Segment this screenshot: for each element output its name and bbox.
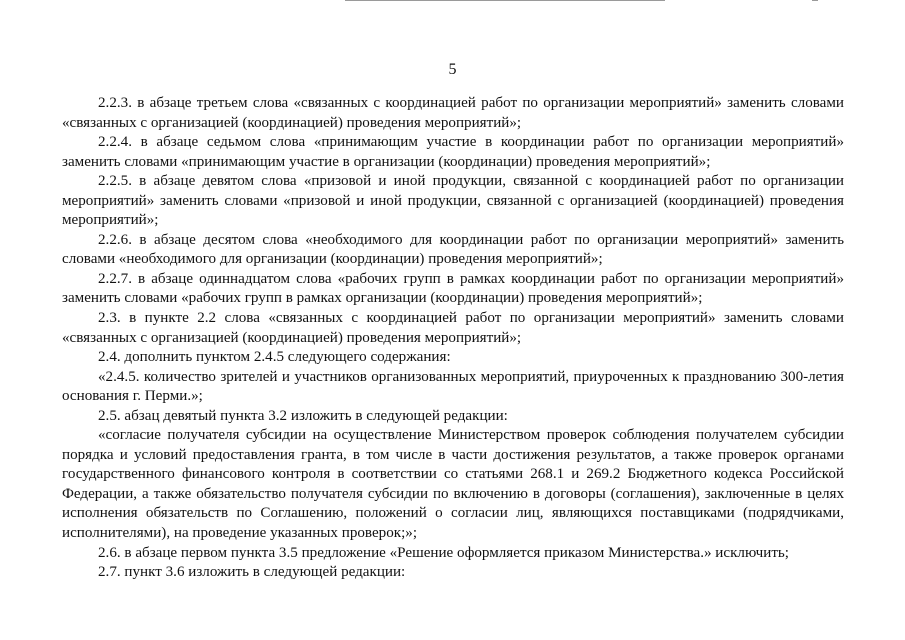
paragraph-2-2-7: 2.2.7. в абзаце одиннадцатом слова «рабочих групп в рамках координации работ по организации мероприятий» заменить словами «рабочих групп в рамках организации (координации) проведения мероприятий»; xyxy=(62,270,844,307)
paragraph-2-6: 2.6. в абзаце первом пункта 3.5 предложение «Решение оформляется приказом Министерства.» исключить; xyxy=(98,544,789,561)
scan-edge-line xyxy=(345,0,665,1)
paragraph-2-2-5: 2.2.5. в абзаце девятом слова «призовой и иной продукции, связанной с координацией работ по организации мероприятий» заменить словами «призовой и иной продукции, связанной с организацией (координацией) проведения мероприятий»; xyxy=(62,173,844,229)
paragraph-2-5: 2.5. абзац девятый пункта 3.2 изложить в следующей редакции: xyxy=(98,407,508,424)
paragraph-consent-quote: «согласие получателя субсидии на осуществление Министерством проверок соблюдения получателем субсидии порядка и условий предоставления гранта, в том числе в части достижения результатов, а также проверок органами государственного финансового контроля в соответствии со статьями 268.1 и 269.2 Бюджетного кодекса Российской Федерации, а также обязательство получателя субсидии по включению в договоры (соглашения), заключенные в целях исполнения обязательств по Соглашению, положений о согласии лиц, являющихся поставщиками (подрядчиками, исполнителями), на проведение указанных проверок;»; xyxy=(62,427,844,542)
paragraph-2-4: 2.4. дополнить пунктом 2.4.5 следующего содержания: xyxy=(98,349,451,366)
paragraph-2-4-5-quote: «2.4.5. количество зрителей и участников организованных мероприятий, приуроченных к празднованию 300-летия основания г. Перми.»; xyxy=(62,368,844,405)
paragraph-2-2-3: 2.2.3. в абзаце третьем слова «связанных с координацией работ по организации мероприятий» заменить словами «связанных с организацией (координацией) проведения мероприятий»; xyxy=(62,95,844,131)
page-number: 5 xyxy=(448,61,457,78)
paragraph-2-2-6: 2.2.6. в абзаце десятом слова «необходимого для координации работ по организации мероприятий» заменить словами «необходимого для организации (координации) проведения мероприятий»; xyxy=(62,231,844,268)
document-body xyxy=(62,94,844,583)
paragraph-2-3: 2.3. в пункте 2.2 слова «связанных с координацией работ по организации мероприятий» заменить словами «связанных с организацией (координацией) проведения мероприятий»; xyxy=(62,310,844,346)
scan-edge-mark xyxy=(812,0,818,1)
paragraph-2-7: 2.7. пункт 3.6 изложить в следующей редакции: xyxy=(98,564,406,581)
paragraph-2-2-4: 2.2.4. в абзаце седьмом слова «принимающим участие в координации работ по организации мероприятий» заменить словами «принимающим участие в организации (координации) проведения мероприятий»; xyxy=(62,134,844,170)
